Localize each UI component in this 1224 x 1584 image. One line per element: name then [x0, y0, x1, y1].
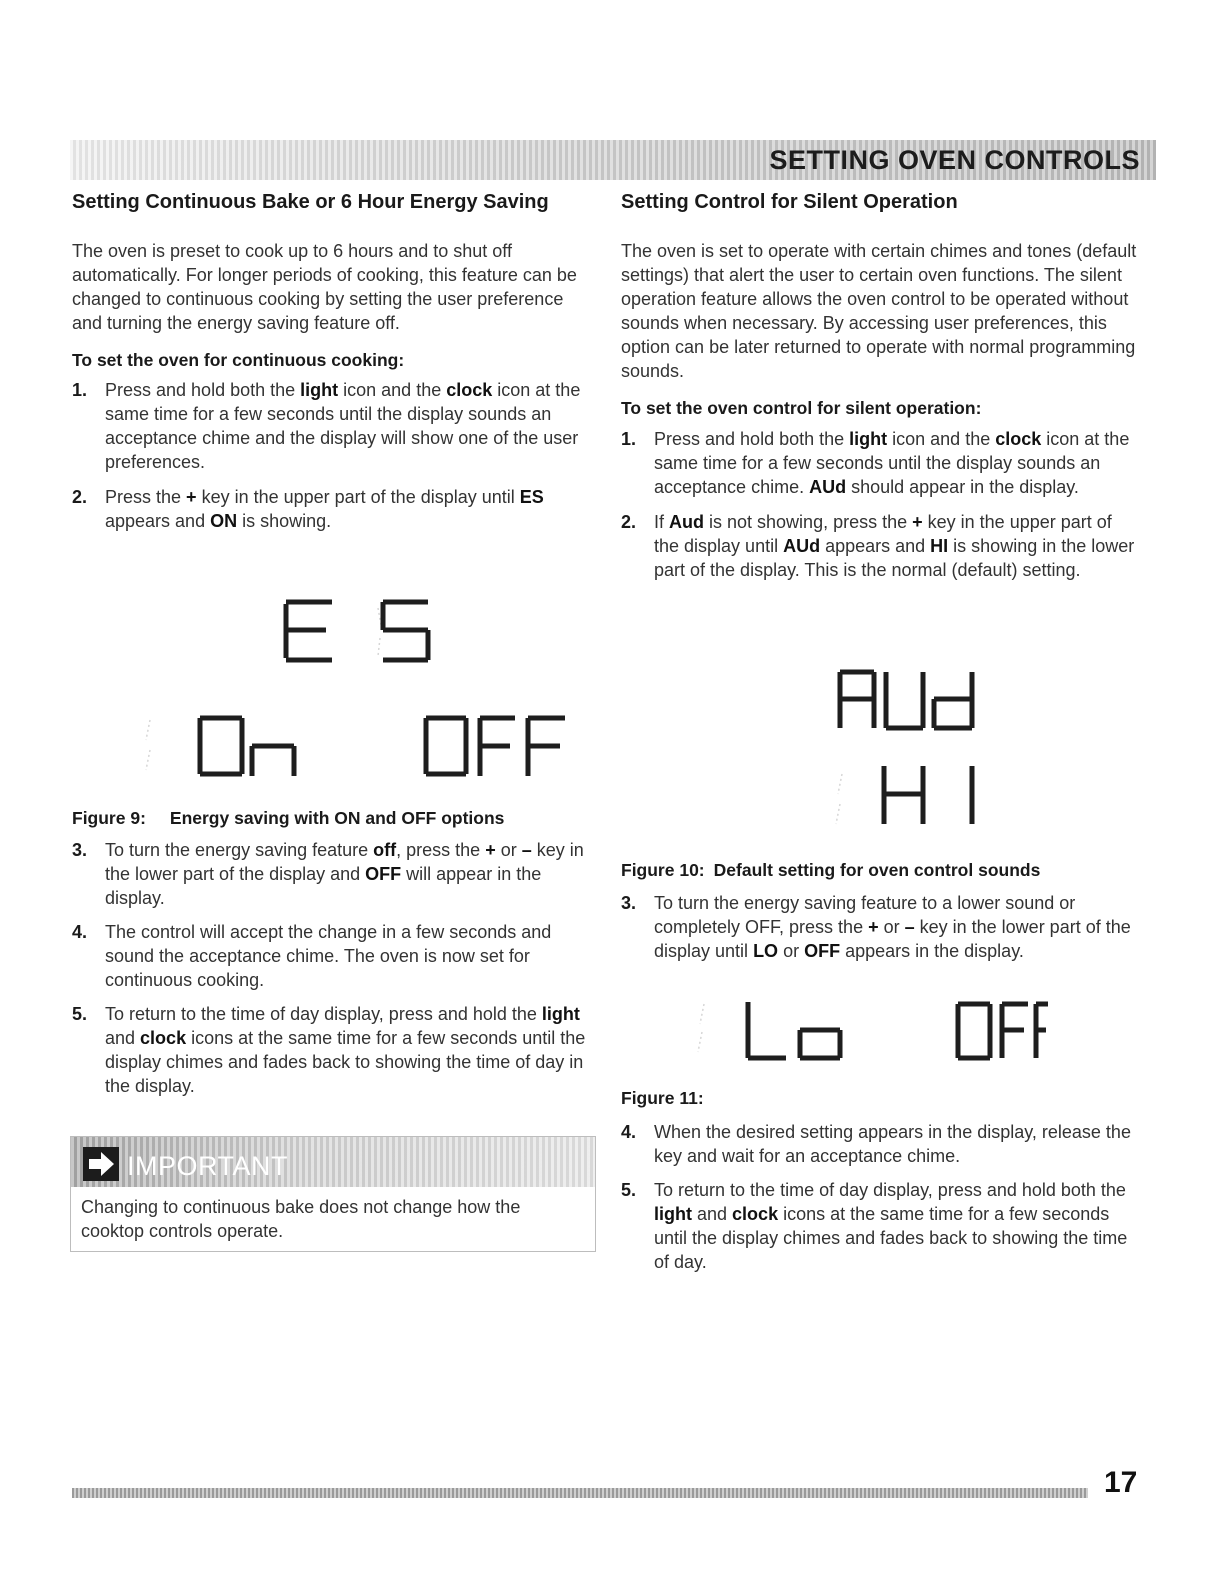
step-text: appears and [105, 511, 211, 531]
figure-10-caption [621, 858, 1040, 882]
step-text: key in the upper part of the display until [196, 487, 520, 507]
step-bold: OFF [365, 864, 402, 884]
important-box [70, 1136, 596, 1252]
step-text: To turn the energy saving feature to a lower sound or completely OFF, press the [654, 893, 1076, 937]
important-band [71, 1137, 595, 1187]
step-bold: + [868, 917, 879, 937]
step-text: is not showing, press the [704, 512, 913, 532]
step-bold: light [654, 1204, 692, 1224]
figure-label: Figure 9: [72, 808, 146, 828]
step-bold: ES [519, 487, 544, 507]
step-text: or [878, 917, 905, 937]
step-bold: AUd [809, 477, 847, 497]
right-step-4 [621, 1120, 1141, 1168]
left-step-1 [72, 378, 592, 474]
section-title: SETTING OVEN CONTROLS [769, 145, 1140, 175]
step-number: 4. [621, 1122, 637, 1142]
left-heading: Setting Continuous Bake or 6 Hour Energy Saving [72, 191, 549, 213]
right-step-5 [621, 1178, 1141, 1274]
figure-label: Figure 10: [621, 860, 705, 880]
right-step-3 [621, 891, 1141, 963]
step-number: 1. [72, 380, 88, 400]
step-number: 4. [72, 922, 88, 942]
step-number: 2. [621, 512, 637, 532]
step-text: When the desired setting appears in the display, release the key and wait for an acceptance chime. [654, 1122, 1131, 1166]
figure-caption-text: Default setting for oven control sounds [713, 860, 1041, 880]
step-text: appears and [820, 536, 931, 556]
step-number: 5. [72, 1004, 88, 1024]
step-bold: – [521, 840, 532, 860]
step-text: icon and the [887, 429, 996, 449]
step-text: icons at the same time for a few seconds until the display chimes and fades back to showing the time of day. [654, 1204, 1128, 1272]
left-subheading: To set the oven for continuous cooking: [72, 350, 405, 370]
step-number: 3. [621, 893, 637, 913]
step-text: icons at the same time for a few seconds until the display chimes and fades back to showing the time of day in the display. [105, 1028, 586, 1096]
step-bold: ON [210, 511, 238, 531]
step-bold: clock [732, 1204, 779, 1224]
step-text: If [654, 512, 670, 532]
step-text: , press the [396, 840, 486, 860]
step-bold: LO [753, 941, 779, 961]
step-text: Press and hold both the [654, 429, 850, 449]
left-column [72, 190, 592, 533]
step-text: To return to the time of day display, press and hold both the [654, 1180, 1126, 1200]
arrow-icon [83, 1147, 119, 1181]
important-text: Changing to continuous bake does not change how the cooktop controls operate. [81, 1197, 521, 1241]
page-number: 17 [1104, 1466, 1138, 1499]
step-text: should appear in the display. [846, 477, 1079, 497]
right-column-lower [621, 1120, 1141, 1274]
step-text: icon and the [338, 380, 447, 400]
right-column-mid [621, 891, 1141, 963]
step-bold: light [849, 429, 888, 449]
figure-9-caption [72, 806, 504, 830]
important-title: IMPORTANT [127, 1151, 289, 1181]
step-text: icon at the same time for a few seconds until the display sounds an acceptance chime. [654, 429, 1130, 497]
step-text: and [692, 1204, 733, 1224]
step-text: icon at the same time for a few seconds until the display sounds an acceptance chime and the display will show one of the user preferences. [105, 380, 581, 472]
right-step-1 [621, 427, 1141, 499]
step-text: or [778, 941, 805, 961]
figure-caption-text: Energy saving with ON and OFF options [169, 808, 505, 828]
figure-11-display [690, 996, 1050, 1066]
step-bold: OFF [804, 941, 841, 961]
left-step-5 [72, 1002, 592, 1098]
step-text: To return to the time of day display, press and hold the [105, 1004, 542, 1024]
step-bold: clock [140, 1028, 187, 1048]
step-text: will appear in the display. [105, 864, 542, 908]
right-heading: Setting Control for Silent Operation [621, 191, 958, 213]
step-bold: – [904, 917, 915, 937]
right-column [621, 190, 1141, 582]
step-number: 1. [621, 429, 637, 449]
figure-11-caption: Figure 11: [621, 1088, 704, 1108]
step-bold: HI [930, 536, 949, 556]
step-number: 3. [72, 840, 88, 860]
step-bold: light [541, 1004, 580, 1024]
step-bold: AUd [783, 536, 821, 556]
figure-9-display [130, 590, 580, 790]
left-step-4 [72, 920, 592, 992]
left-column-lower [72, 838, 592, 1098]
right-subheading: To set the oven control for silent operation: [621, 398, 982, 418]
step-text: or [495, 840, 522, 860]
step-bold: + [186, 487, 197, 507]
step-text: is showing. [237, 511, 332, 531]
left-intro: The oven is preset to cook up to 6 hours and to shut off automatically. For longer periods of cooking, this feature can be changed to continuous cooking by setting the user preference and turning the energy saving feature off. [72, 241, 577, 333]
right-step-2 [621, 510, 1141, 582]
step-bold: + [912, 512, 923, 532]
step-text: key in the upper part of the display until [654, 512, 1112, 556]
step-text: The control will accept the change in a few seconds and sound the acceptance chime. The oven is now set for continuous cooking. [105, 922, 552, 990]
step-text: Press and hold both the [105, 380, 301, 400]
step-number: 5. [621, 1180, 637, 1200]
section-header-band [70, 140, 1156, 180]
step-number: 2. [72, 487, 88, 507]
figure-10-display [820, 666, 990, 836]
right-intro: The oven is set to operate with certain chimes and tones (default settings) that alert the user to certain oven functions. The silent operation feature allows the oven control to be operated without sounds when necessary. By accessing user preferences, this option can be later returned to operate with normal programming sounds. [621, 241, 1137, 381]
step-text: is showing in the lower part of the display. This is the normal (default) setting. [654, 536, 1135, 580]
left-step-2 [72, 485, 592, 533]
footer-bar [72, 1488, 1088, 1498]
step-bold: clock [446, 380, 493, 400]
step-text: appears in the display. [840, 941, 1024, 961]
step-bold: off [373, 840, 397, 860]
step-text: key in the lower part of the display until [654, 917, 1131, 961]
step-bold: + [485, 840, 496, 860]
step-text: Press the [105, 487, 187, 507]
step-text: To turn the energy saving feature [105, 840, 374, 860]
step-bold: light [300, 380, 339, 400]
step-text: and [105, 1028, 141, 1048]
step-bold: Aud [669, 512, 705, 532]
step-text: key in the lower part of the display and [105, 840, 584, 884]
left-step-3 [72, 838, 592, 910]
step-bold: clock [995, 429, 1042, 449]
